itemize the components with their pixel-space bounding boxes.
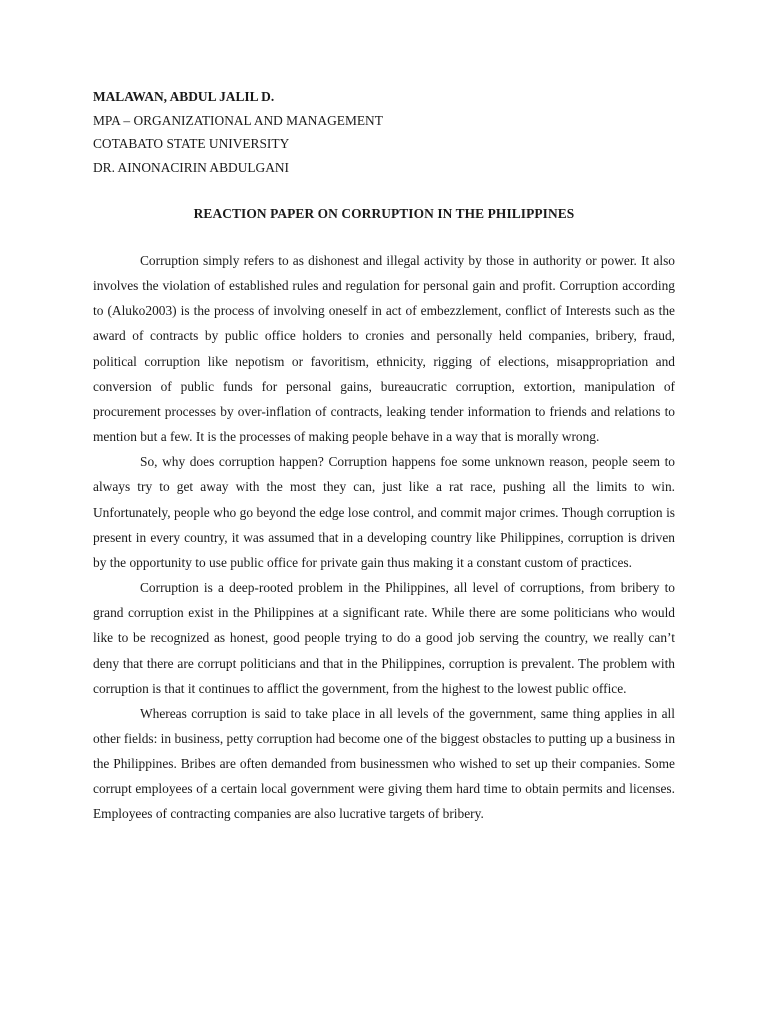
program-name: MPA – ORGANIZATIONAL AND MANAGEMENT	[93, 112, 383, 128]
paragraph-causes: So, why does corruption happen? Corruption happens foe some unknown reason, people seem to always try to get away with the most they can, just like a rat race, pushing all the limits to win. Unfortunately, people who go beyond the edge lose control, and commit major crimes. Though corruption is present in every country, it was assumed that in a developing country like Philippines, corruption is driven by the opportunity to use public office for private gain thus making it a constant custom of practices.	[93, 454, 675, 570]
document-page	[93, 85, 675, 827]
paragraph-business: Whereas corruption is said to take place in all levels of the government, same thing applies in all other fields: in business, petty corruption had become one of the biggest obstacles to putting up a business in the Philippines. Bribes are often demanded from businessmen who wished to set up their companies. Some corrupt employees of a certain local government were giving them hard time to obtain permits and licenses. Employees of contracting companies are also lucrative targets of bribery.	[93, 705, 676, 822]
professor-name: DR. AINONACIRIN ABDULGANI	[93, 159, 290, 175]
author-name: MALAWAN, ABDUL JALIL D.	[93, 89, 275, 104]
paragraph-philippines: Corruption is a deep-rooted problem in the Philippines, all level of corruptions, from bribery to grand corruption exist in the Philippines at a significant rate. While there are some politicians who would like to be recognized as honest, good people trying to do a good job serving the country, we really can’t deny that there are corrupt politicians and that in the Philippines, corruption is prevalent. The problem with corruption is that it continues to afflict the government, from the highest to the lowest public office.	[93, 580, 675, 696]
document-title: REACTION PAPER ON CORRUPTION IN THE PHILIPPINES	[193, 206, 575, 221]
university-name: COTABATO STATE UNIVERSITY	[93, 136, 290, 151]
document-header	[93, 85, 675, 179]
document-body	[93, 248, 675, 827]
paragraph-definition: Corruption simply refers to as dishonest and illegal activity by those in authority or power. It also involves the violation of established rules and regulation for personal gain and profit. Corruption according to (Aluko2003) is the process of involving oneself in act of embezzlement, conflict of Interests such as the award of contracts by public office holders to cronies and personally held companies, bribery, fraud, political corruption like nepotism or favoritism, ethnicity, rigging of elections, misappropriation and conversion of public funds for personal gains, bureaucratic corruption, extortion, manipulation of procurement processes by over-inflation of contracts, leaking tender information to friends and relations to mention but a few. It is the processes of making people behave in a way that is morally wrong.	[93, 253, 675, 445]
